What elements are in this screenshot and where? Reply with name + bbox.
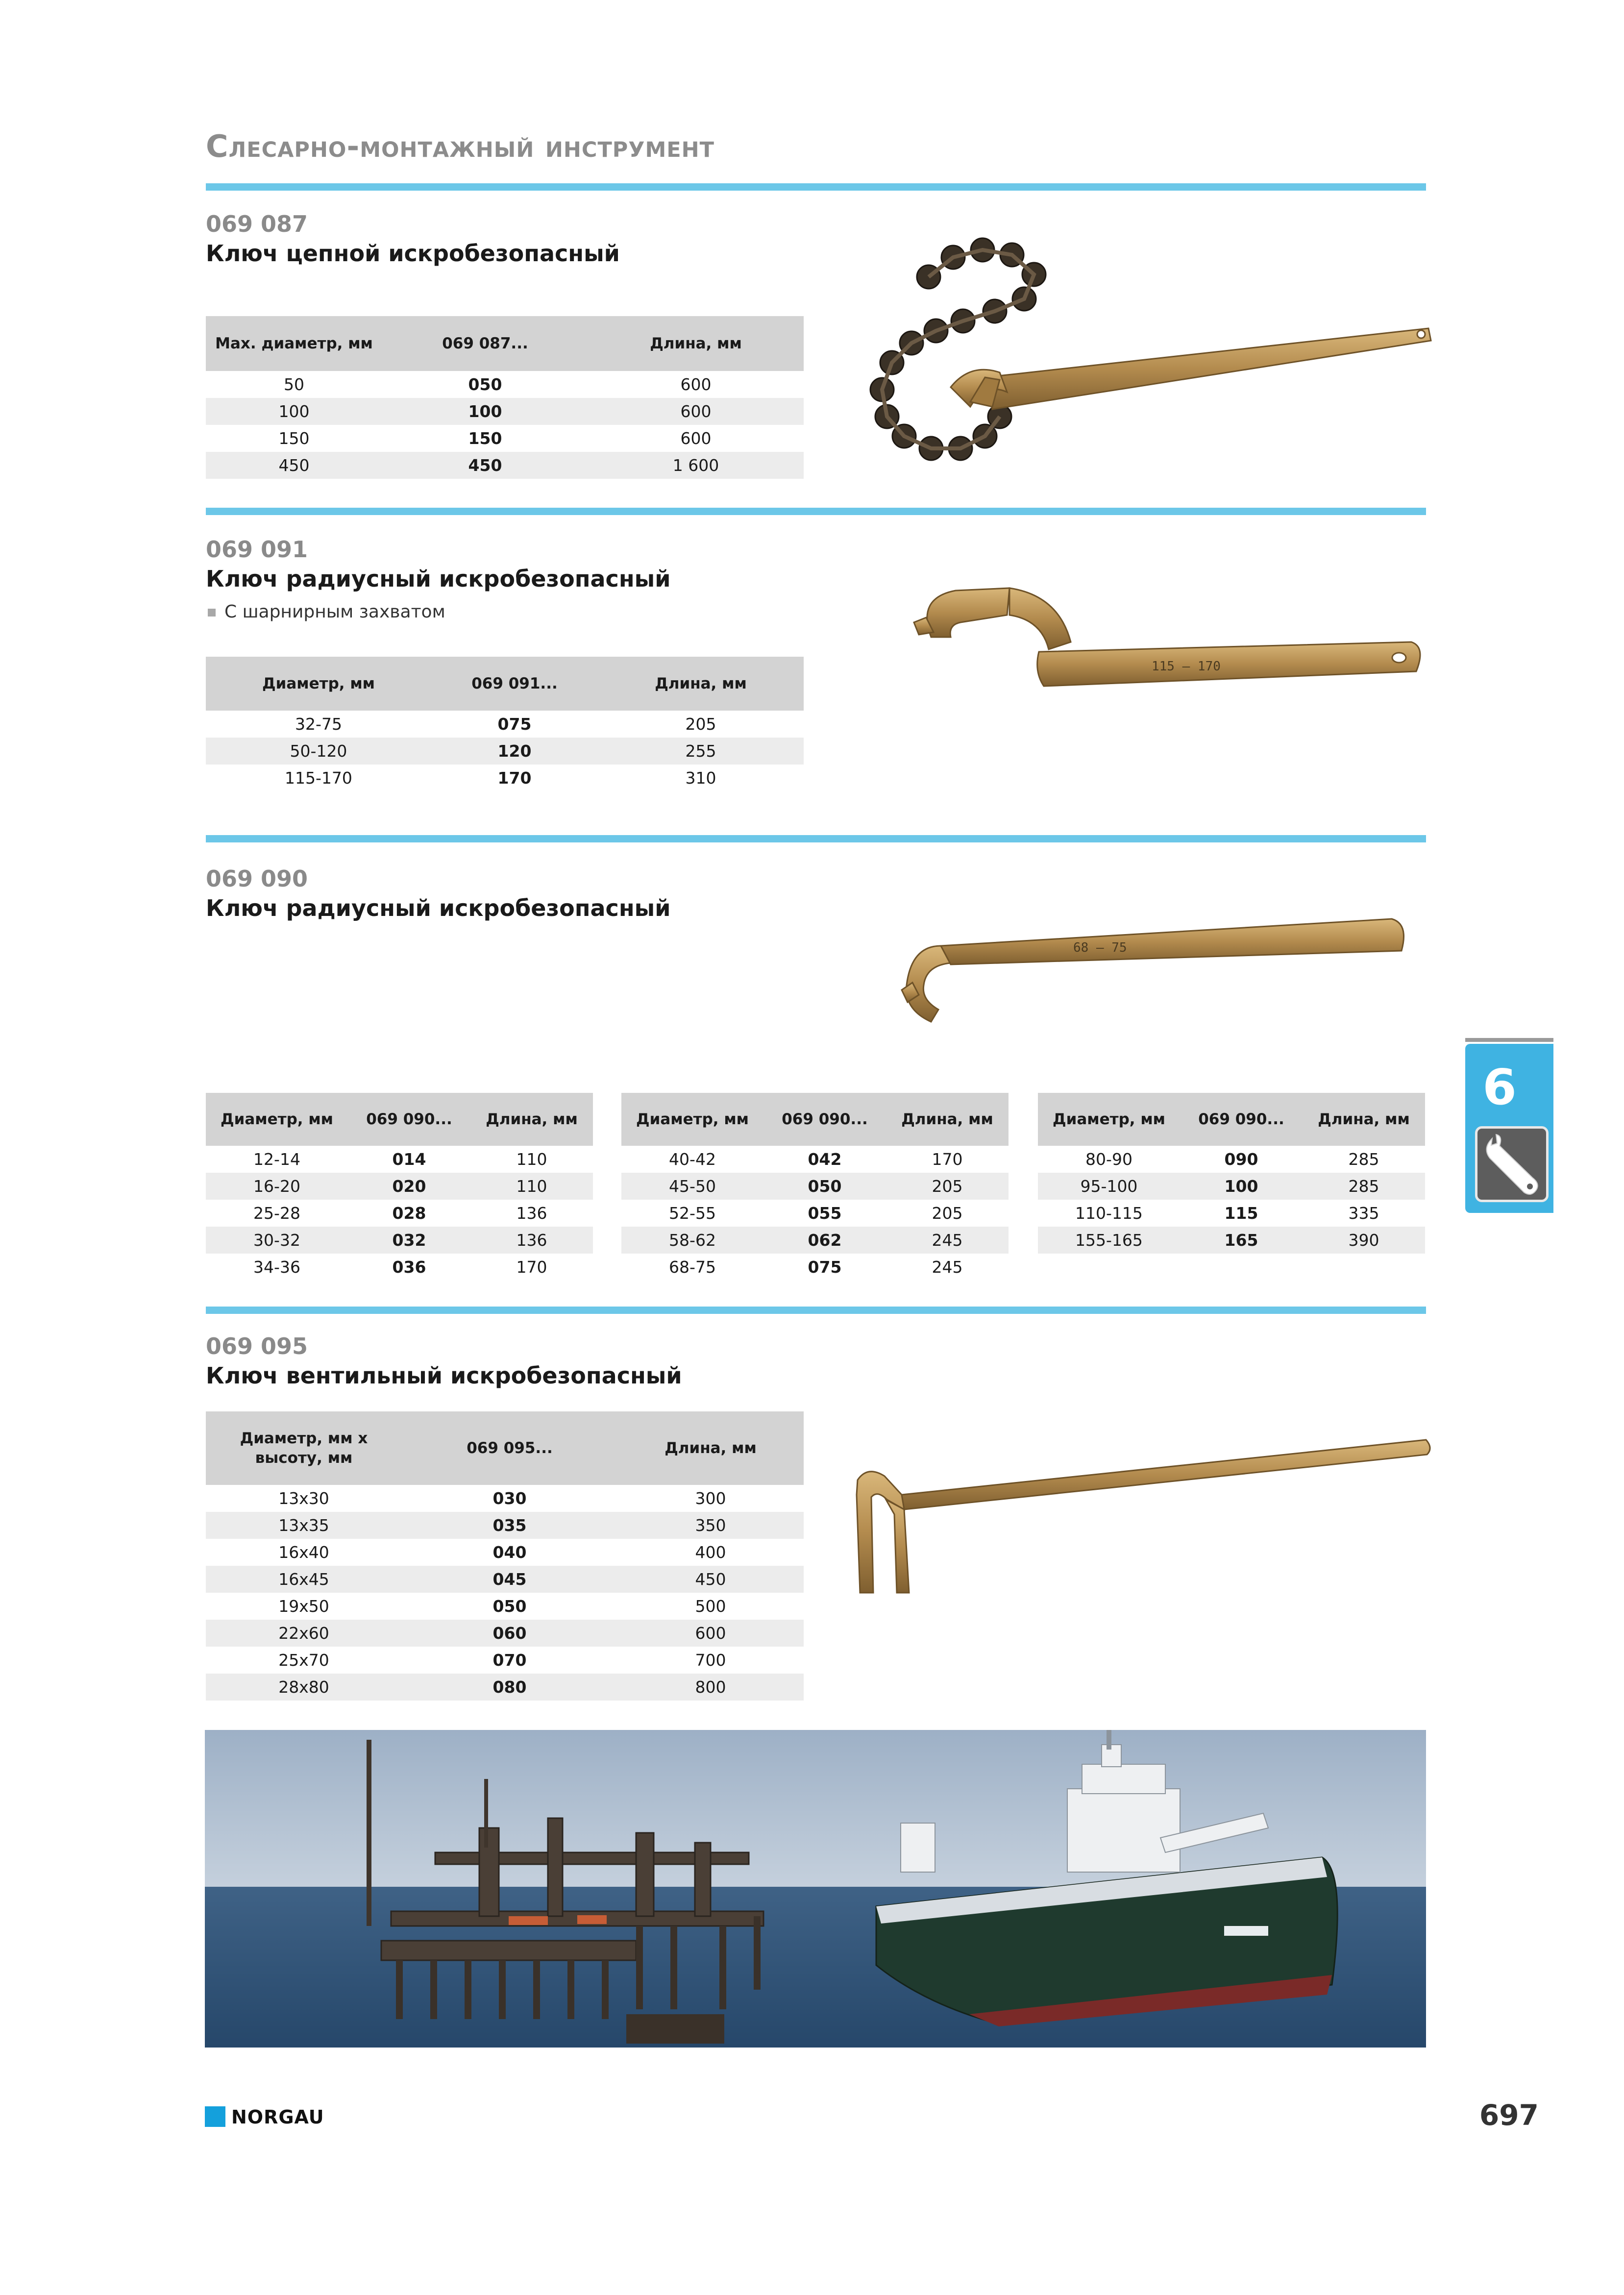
table-row — [621, 1200, 1009, 1227]
brand-name: NORGAU — [231, 2106, 324, 2128]
table-cell: 800 — [617, 1674, 804, 1701]
spec-table — [206, 1093, 593, 1281]
article-number: 069 087 — [206, 211, 308, 237]
column-header: 069 095... — [402, 1411, 617, 1485]
valve-wrench-image — [848, 1431, 1436, 1598]
table-row — [206, 1227, 593, 1254]
hinged-hook-wrench-image — [897, 578, 1426, 735]
table-row — [1038, 1173, 1425, 1200]
table-cell: 40-42 — [669, 1150, 716, 1169]
table-row — [206, 1593, 804, 1620]
table-cell: 075 — [808, 1258, 842, 1277]
table-cell: 245 — [886, 1227, 1009, 1254]
table-row — [1038, 1146, 1425, 1173]
hook-wrench-image — [897, 912, 1411, 1029]
table-cell: 600 — [588, 398, 804, 425]
column-header: 069 087... — [382, 316, 588, 371]
table-row — [206, 1539, 804, 1566]
table-cell: 115-170 — [285, 768, 352, 788]
column-header: 069 091... — [431, 657, 598, 711]
table-row — [206, 398, 804, 425]
table-cell: 600 — [680, 429, 712, 448]
table-cell: 030 — [492, 1489, 527, 1508]
chapter-number: 6 — [1482, 1059, 1517, 1116]
table-row — [206, 1566, 804, 1593]
spec-table — [206, 316, 804, 479]
table-cell: 165 — [1180, 1227, 1303, 1254]
table-cell: 500 — [695, 1597, 726, 1616]
table-cell: 16x45 — [206, 1566, 402, 1593]
table-cell: 50-120 — [206, 738, 431, 765]
section-divider — [206, 508, 1426, 515]
column-header: Длина, мм — [1303, 1093, 1425, 1146]
column-header: 069 090... — [1180, 1093, 1303, 1146]
section-divider — [206, 835, 1426, 842]
table-row — [206, 1512, 804, 1539]
table-cell: 100 — [1180, 1173, 1303, 1200]
table-cell: 205 — [886, 1173, 1009, 1200]
table-cell: 600 — [680, 375, 712, 394]
table-cell: 700 — [695, 1651, 726, 1670]
table-row — [206, 738, 804, 765]
table-cell: 335 — [1348, 1204, 1379, 1223]
table-row — [206, 1254, 593, 1281]
table-cell: 58-62 — [621, 1227, 763, 1254]
table-cell: 062 — [763, 1227, 886, 1254]
tanker-photo — [205, 1730, 1426, 2048]
table-cell: 45-50 — [621, 1173, 763, 1200]
bullet-icon — [208, 609, 216, 617]
table-cell: 285 — [1348, 1150, 1379, 1169]
table-row — [206, 1647, 804, 1674]
table-cell: 95-100 — [1038, 1173, 1180, 1200]
table-row — [206, 1620, 804, 1647]
table-cell: 390 — [1303, 1227, 1425, 1254]
table-cell: 110-115 — [1075, 1204, 1143, 1223]
column-header: Диаметр, мм — [621, 1093, 763, 1146]
section-divider — [206, 183, 1426, 191]
table-cell: 600 — [617, 1620, 804, 1647]
feature-bullet — [208, 602, 445, 622]
table-cell: 035 — [402, 1512, 617, 1539]
table-row — [206, 425, 804, 452]
table-cell: 245 — [932, 1258, 963, 1277]
table-cell: 1 600 — [588, 452, 804, 479]
table-row — [206, 1173, 593, 1200]
table-cell: 050 — [763, 1173, 886, 1200]
column-header: Длина, мм — [617, 1411, 804, 1485]
table-cell: 205 — [685, 715, 716, 734]
table-cell: 100 — [206, 398, 382, 425]
column-header: Длина, мм — [886, 1093, 1009, 1146]
table-cell: 68-75 — [669, 1258, 716, 1277]
table-cell: 13x30 — [278, 1489, 329, 1508]
tool-marking: 68 — 75 — [1073, 940, 1127, 955]
table-row — [206, 1200, 593, 1227]
table-cell: 170 — [516, 1258, 547, 1277]
table-cell: 032 — [348, 1227, 470, 1254]
table-row — [621, 1254, 1009, 1281]
table-cell: 450 — [617, 1566, 804, 1593]
table-cell: 450 — [382, 452, 588, 479]
spec-table — [206, 657, 804, 791]
column-header: Длина, мм — [470, 1093, 593, 1146]
table-cell: 19x50 — [278, 1597, 329, 1616]
table-cell: 080 — [402, 1674, 617, 1701]
table-cell: 115 — [1224, 1204, 1258, 1223]
table-cell: 310 — [685, 768, 716, 788]
table-cell: 400 — [695, 1543, 726, 1562]
table-cell: 28x80 — [206, 1674, 402, 1701]
table-cell: 16-20 — [206, 1173, 348, 1200]
table-cell: 285 — [1303, 1173, 1425, 1200]
table-cell: 045 — [402, 1566, 617, 1593]
section-divider — [206, 1307, 1426, 1314]
spec-table — [1038, 1093, 1425, 1254]
table-row — [206, 1146, 593, 1173]
table-cell: 075 — [497, 715, 532, 734]
table-cell: 32-75 — [295, 715, 342, 734]
feature-text: С шарнирным захватом — [224, 602, 445, 622]
table-cell: 136 — [470, 1227, 593, 1254]
table-row — [1038, 1227, 1425, 1254]
table-cell: 090 — [1224, 1150, 1258, 1169]
table-cell: 255 — [598, 738, 804, 765]
table-cell: 120 — [431, 738, 598, 765]
table-cell: 070 — [492, 1651, 527, 1670]
table-cell: 12-14 — [253, 1150, 300, 1169]
table-row — [1038, 1200, 1425, 1227]
table-cell: 150 — [468, 429, 502, 448]
table-cell: 050 — [492, 1597, 527, 1616]
article-number: 069 095 — [206, 1333, 308, 1359]
table-cell: 100 — [382, 398, 588, 425]
page-title: Слесарно-монтажный инструмент — [206, 128, 714, 164]
table-cell: 028 — [392, 1204, 426, 1223]
table-cell: 014 — [392, 1150, 426, 1169]
table-cell: 170 — [497, 768, 532, 788]
product-name: Ключ радиусный искробезопасный — [206, 895, 671, 921]
tool-marking: 115 — 170 — [1152, 659, 1221, 674]
table-cell: 450 — [206, 452, 382, 479]
product-name: Ключ радиусный искробезопасный — [206, 566, 671, 592]
table-cell: 170 — [932, 1150, 963, 1169]
spec-table — [621, 1093, 1009, 1281]
table-cell: 136 — [516, 1204, 547, 1223]
brand-logo-mark — [205, 2106, 225, 2127]
table-row — [206, 711, 804, 738]
product-name: Ключ цепной искробезопасный — [206, 240, 620, 267]
table-row — [206, 1674, 804, 1701]
column-header: 069 090... — [348, 1093, 470, 1146]
table-cell: 060 — [402, 1620, 617, 1647]
article-number: 069 091 — [206, 536, 308, 563]
page-number: 697 — [1479, 2098, 1539, 2132]
table-row — [206, 371, 804, 398]
column-header: 069 090... — [763, 1093, 886, 1146]
product-name: Ключ вентильный искробезопасный — [206, 1362, 682, 1389]
table-row — [621, 1227, 1009, 1254]
table-row — [206, 765, 804, 791]
table-cell: 25x70 — [278, 1651, 329, 1670]
column-header: Длина, мм — [588, 316, 804, 371]
table-cell: 13x35 — [206, 1512, 402, 1539]
table-cell: 150 — [278, 429, 310, 448]
table-cell: 050 — [468, 375, 502, 394]
table-cell: 110 — [516, 1150, 547, 1169]
table-cell: 22x60 — [206, 1620, 402, 1647]
table-row — [206, 452, 804, 479]
table-row — [621, 1173, 1009, 1200]
table-cell: 020 — [348, 1173, 470, 1200]
table-cell: 205 — [932, 1204, 963, 1223]
table-cell: 30-32 — [206, 1227, 348, 1254]
table-cell: 16x40 — [278, 1543, 329, 1562]
table-cell: 52-55 — [669, 1204, 716, 1223]
table-cell: 036 — [392, 1258, 426, 1277]
table-cell: 50 — [284, 375, 304, 394]
table-row — [206, 1485, 804, 1512]
table-row — [621, 1146, 1009, 1173]
table-cell: 055 — [808, 1204, 842, 1223]
table-cell: 110 — [470, 1173, 593, 1200]
column-header: Диаметр, мм — [206, 657, 431, 711]
table-cell: 042 — [808, 1150, 842, 1169]
table-cell: 155-165 — [1038, 1227, 1180, 1254]
chapter-tab-top-line — [1465, 1038, 1553, 1042]
column-header: Длина, мм — [598, 657, 804, 711]
table-cell: 34-36 — [253, 1258, 300, 1277]
table-cell: 80-90 — [1085, 1150, 1132, 1169]
column-header: Диаметр, мм х высоту, мм — [206, 1411, 402, 1485]
article-number: 069 090 — [206, 865, 308, 892]
column-header: Диаметр, мм — [206, 1093, 348, 1146]
table-cell: 350 — [617, 1512, 804, 1539]
chain-wrench-image — [823, 230, 1441, 505]
column-header: Max. диаметр, мм — [206, 316, 382, 371]
spec-table — [206, 1411, 804, 1701]
table-cell: 040 — [492, 1543, 527, 1562]
table-cell: 25-28 — [253, 1204, 300, 1223]
column-header: Диаметр, мм — [1038, 1093, 1180, 1146]
wrench-icon — [1475, 1126, 1549, 1202]
table-cell: 300 — [695, 1489, 726, 1508]
